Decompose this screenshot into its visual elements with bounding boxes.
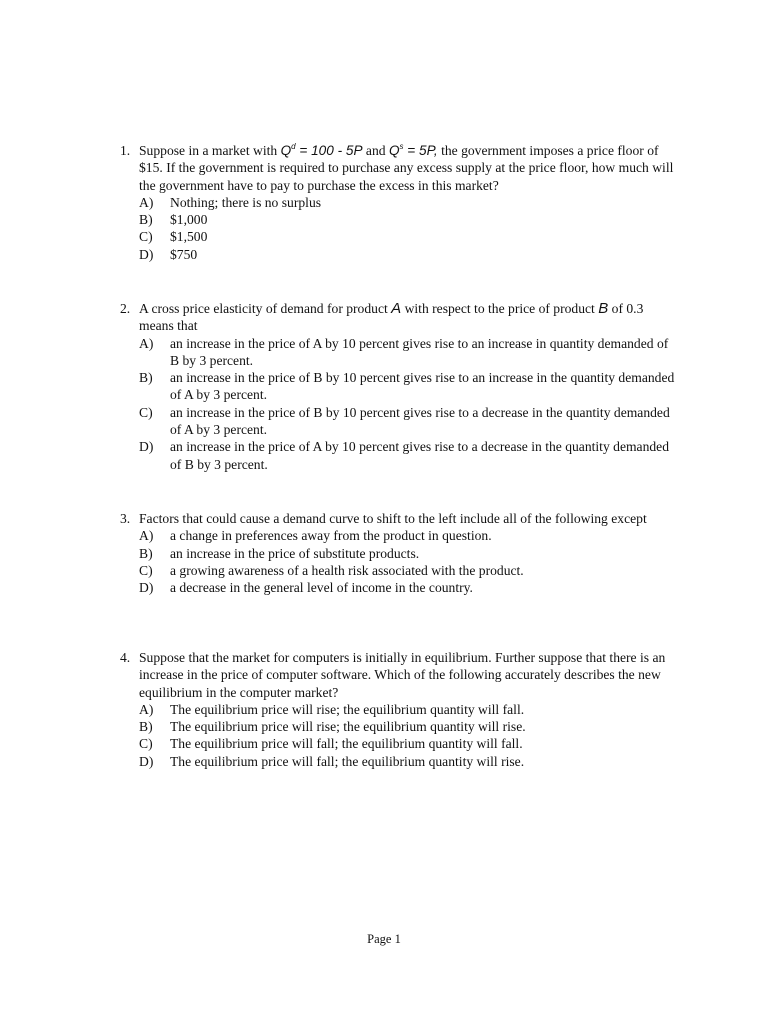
- question-number: 2.: [120, 301, 131, 316]
- stem-text: A cross price elasticity of demand for product: [139, 301, 392, 316]
- question-4: [120, 649, 680, 770]
- answer-option-c[interactable]: [139, 735, 680, 752]
- option-letter: D): [139, 580, 154, 596]
- answer-option-b[interactable]: [139, 545, 680, 562]
- answer-option-a[interactable]: [139, 335, 680, 370]
- answer-option-a[interactable]: [139, 194, 680, 211]
- stem-text: Suppose in a market with: [139, 143, 281, 158]
- option-letter: C): [139, 562, 153, 578]
- option-text: $1,500: [170, 229, 208, 245]
- question-stem: Factors that could cause a demand curve to shift to the left include all of the following except: [139, 511, 647, 526]
- page-footer: [0, 931, 768, 947]
- stem-text: the government imposes a price floor of $15. If the government is required to purchase any excess supply at the price floor, how much will the government have to pay to purchase the excess in this market?: [139, 143, 674, 193]
- stem-text: of 0.3 means that: [139, 301, 644, 334]
- option-text: a growing awareness of a health risk associated with the product.: [170, 562, 524, 578]
- option-letter: C): [139, 229, 153, 245]
- supply-rhs: = 5P,: [403, 143, 438, 158]
- option-letter: A): [139, 335, 154, 351]
- answer-options: [120, 335, 680, 473]
- page-number: Page 1: [367, 932, 401, 946]
- option-text: an increase in the price of B by 10 percent gives rise to a decrease in the quantity demanded of A by 3 percent.: [170, 404, 670, 438]
- option-text: $750: [170, 246, 198, 262]
- supply-equation: [389, 143, 438, 158]
- option-text: The equilibrium price will rise; the equilibrium quantity will fall.: [170, 701, 525, 717]
- question-1: [120, 142, 680, 263]
- question-3: [120, 510, 680, 596]
- question-stem: Suppose that the market for computers is initially in equilibrium. Further suppose that there is an increase in the price of computer software. Which of the following accurately describes the new equilibrium in the computer market?: [139, 650, 666, 700]
- answer-options: [120, 527, 680, 596]
- option-text: an increase in the price of B by 10 percent gives rise to an increase in the quantity demanded of A by 3 percent.: [170, 370, 675, 403]
- option-letter: B): [139, 370, 153, 386]
- option-text: The equilibrium price will fall; the equilibrium quantity will rise.: [170, 753, 525, 769]
- supply-symbol: Q: [388, 143, 400, 158]
- product-a-variable: A: [391, 300, 402, 317]
- answer-option-d[interactable]: [139, 246, 680, 263]
- stem-text: with respect to the price of product: [401, 301, 599, 316]
- question-number: 1.: [120, 143, 131, 158]
- answer-option-c[interactable]: [139, 228, 680, 245]
- question-number: 4.: [120, 650, 131, 665]
- option-text: The equilibrium price will fall; the equilibrium quantity will fall.: [170, 736, 523, 752]
- option-text: $1,000: [170, 212, 208, 228]
- answer-option-d[interactable]: [139, 438, 680, 473]
- answer-option-a[interactable]: [139, 527, 680, 544]
- option-letter: C): [139, 404, 153, 420]
- option-letter: A): [139, 701, 154, 717]
- supply-superscript: s: [399, 142, 404, 151]
- product-b-variable: B: [598, 300, 609, 317]
- question-stem: [139, 142, 680, 194]
- answer-option-b[interactable]: [139, 369, 680, 404]
- answer-option-c[interactable]: [139, 404, 680, 439]
- option-letter: A): [139, 194, 154, 210]
- question-2: [120, 300, 680, 473]
- demand-symbol: Q: [280, 143, 292, 158]
- answer-option-d[interactable]: [139, 753, 680, 770]
- option-text: Nothing; there is no surplus: [170, 194, 322, 210]
- option-letter: B): [139, 719, 153, 735]
- question-stem: [139, 300, 680, 335]
- option-letter: D): [139, 246, 154, 262]
- question-number: 3.: [120, 511, 131, 526]
- option-text: a change in preferences away from the product in question.: [170, 528, 492, 544]
- answer-options: [120, 194, 680, 263]
- demand-superscript: d: [291, 142, 296, 151]
- option-text: The equilibrium price will rise; the equilibrium quantity will rise.: [170, 719, 526, 735]
- option-letter: D): [139, 753, 154, 769]
- option-letter: C): [139, 736, 153, 752]
- answer-option-d[interactable]: [139, 579, 680, 596]
- option-letter: B): [139, 212, 153, 228]
- answer-option-b[interactable]: [139, 718, 680, 735]
- option-text: an increase in the price of A by 10 percent gives rise to a decrease in the quantity demanded of B by 3 percent.: [170, 439, 670, 472]
- answer-option-a[interactable]: [139, 701, 680, 718]
- option-letter: A): [139, 528, 154, 544]
- answer-options: [120, 701, 680, 770]
- option-text: an increase in the price of A by 10 percent gives rise to an increase in quantity demanded of B by 3 percent.: [170, 335, 669, 368]
- answer-option-c[interactable]: [139, 562, 680, 579]
- option-text: an increase in the price of substitute products.: [170, 545, 420, 561]
- demand-equation: [281, 143, 363, 158]
- demand-rhs: = 100 - 5P: [295, 143, 363, 158]
- option-letter: B): [139, 545, 153, 561]
- option-letter: D): [139, 439, 154, 455]
- stem-text: and: [362, 143, 389, 158]
- answer-option-b[interactable]: [139, 211, 680, 228]
- option-text: a decrease in the general level of income in the country.: [170, 580, 473, 596]
